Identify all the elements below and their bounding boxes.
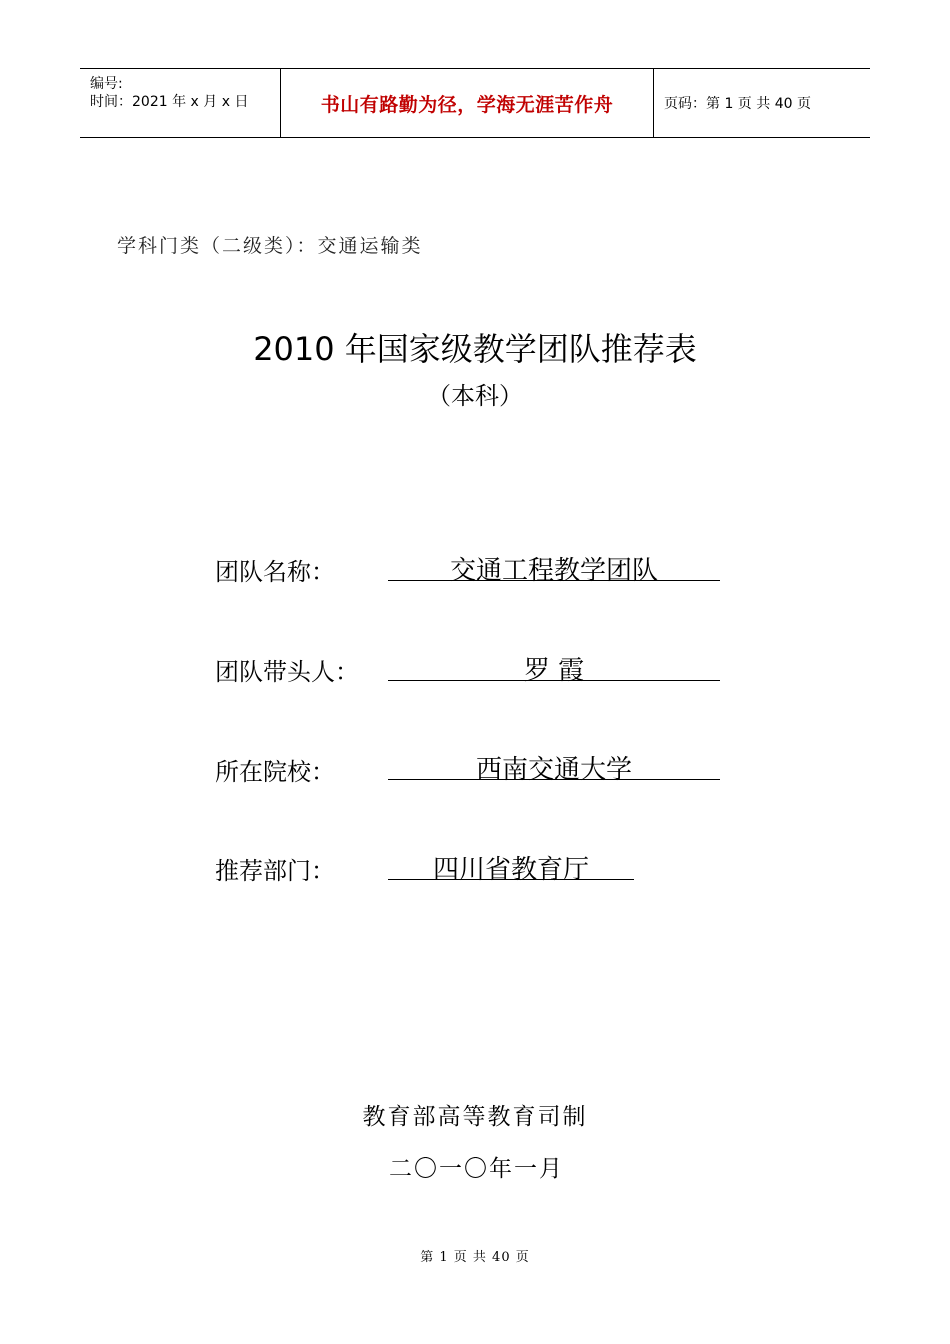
page-footer: 第 1 页 共 40 页: [420, 1250, 530, 1265]
issuer-text: 教育部高等教育司制: [362, 1104, 588, 1130]
team-name-value: 交通工程教学团队: [388, 550, 720, 581]
recommending-dept-label: 推荐部门：: [215, 857, 335, 885]
team-leader-value: 罗 霞: [388, 650, 720, 681]
header-page-cell: [654, 69, 870, 137]
subject-category: 学科门类（二级类）：交通运输类: [117, 235, 423, 257]
issue-date: 二〇一〇年一月: [389, 1156, 564, 1182]
page-title: 2010 年国家级教学团队推荐表: [253, 330, 697, 368]
page-subtitle: （本科）: [427, 382, 523, 410]
institution-label: 所在院校：: [215, 758, 335, 786]
header-motto-cell: [281, 69, 654, 137]
institution-value: 西南交通大学: [388, 749, 720, 780]
header-meta-cell: [80, 69, 281, 137]
document-number-label: 编号:: [90, 76, 123, 92]
page-number-label: 页码：第 1 页 共 40 页: [664, 96, 811, 112]
motto-text: 书山有路勤为径，学海无涯苦作舟: [320, 93, 614, 116]
team-name-label: 团队名称：: [215, 558, 335, 586]
team-leader-label: 团队带头人：: [215, 658, 359, 686]
header-table: [80, 68, 870, 138]
recommending-dept-value: 四川省教育厅: [388, 849, 634, 880]
document-time-label: 时间：2021 年 x 月 x 日: [90, 94, 249, 110]
